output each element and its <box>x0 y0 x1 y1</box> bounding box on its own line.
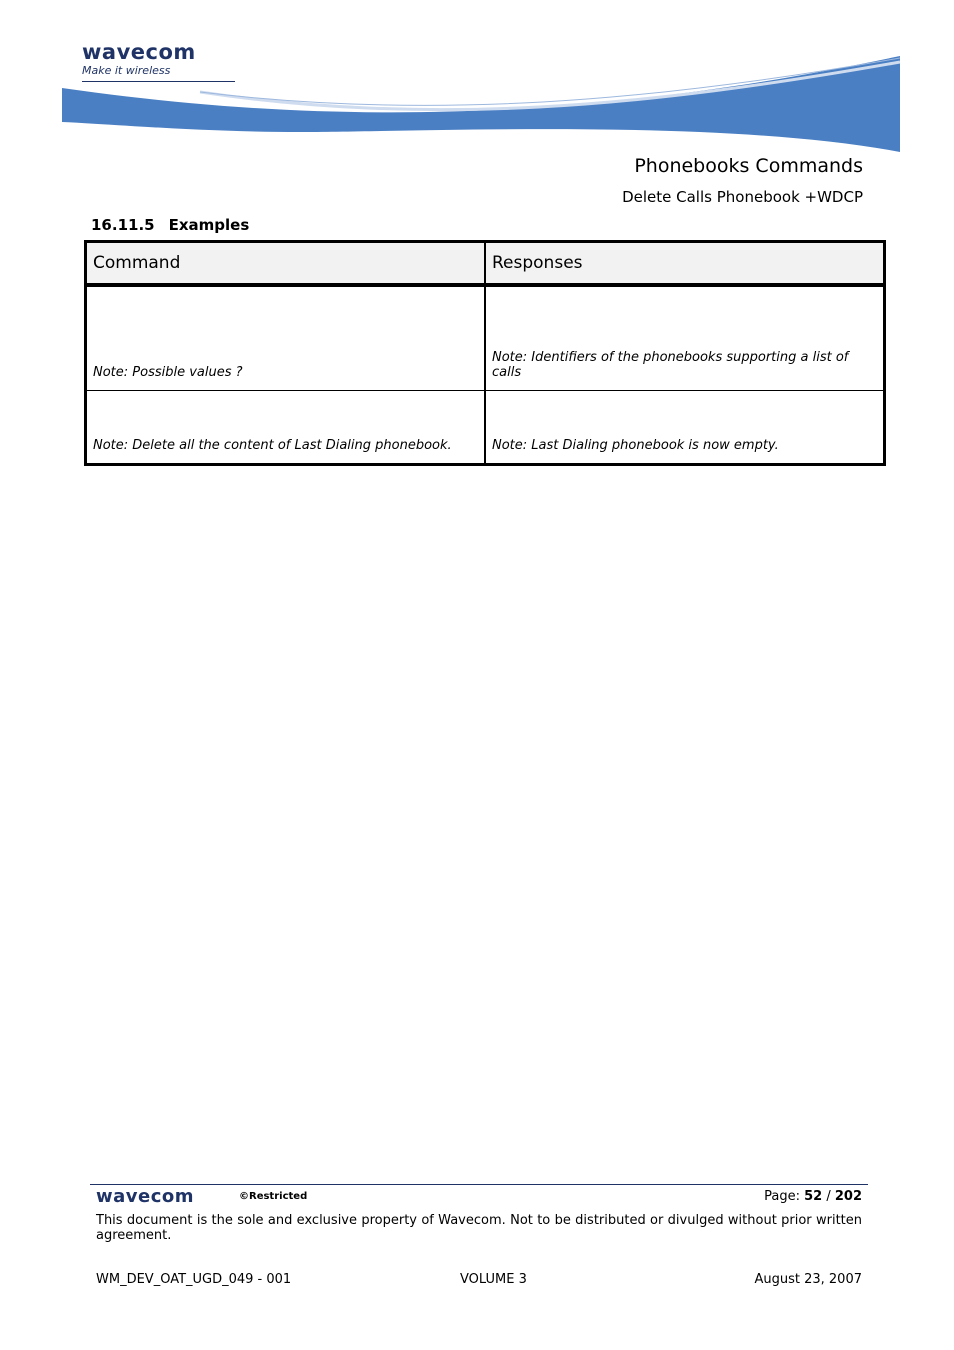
table-cell: Note: Possible values ? <box>86 285 486 391</box>
header-swoosh-graphic <box>0 50 954 160</box>
table-row <box>86 285 885 391</box>
table-row <box>86 391 885 465</box>
footer-divider <box>90 1184 868 1185</box>
document-volume: VOLUME 3 <box>460 1272 527 1287</box>
subsection-number: 16.11.5 <box>91 216 155 234</box>
page-total: 202 <box>834 1189 862 1204</box>
footer-disclaimer: This document is the sole and exclusive property of Wavecom. Not to be distributed or divulged without prior written agreement. <box>96 1213 862 1243</box>
restricted-label: ©Restricted <box>239 1191 308 1202</box>
examples-table <box>84 240 886 466</box>
section-title: Delete Calls Phonebook +WDCP <box>622 188 863 206</box>
column-header-responses: Responses <box>485 242 885 286</box>
page-number <box>764 1189 862 1204</box>
subsection-heading <box>91 216 249 234</box>
table-cell: Note: Delete all the content of Last Dialing phonebook. <box>86 391 486 465</box>
page-label: Page: <box>764 1189 800 1204</box>
subsection-title: Examples <box>168 216 250 234</box>
page-current: 52 <box>804 1189 823 1204</box>
page-separator: / <box>826 1189 831 1204</box>
document-date: August 23, 2007 <box>754 1272 862 1287</box>
logo-wordmark: wavecom <box>82 40 196 64</box>
table-cell: Note: Last Dialing phonebook is now empty. <box>492 438 779 453</box>
footer-logo-wordmark: wavecom <box>96 1186 195 1207</box>
column-header-command: Command <box>86 242 486 286</box>
chapter-title: Phonebooks Commands <box>634 155 863 177</box>
table-header-row <box>86 242 885 286</box>
footer-wavecom-logo <box>96 1186 194 1207</box>
document-reference: WM_DEV_OAT_UGD_049 - 001 <box>96 1272 292 1287</box>
table-cell: Note: Identifiers of the phonebooks supporting a list of calls <box>485 285 885 391</box>
logo-tagline: Make it wireless <box>82 64 171 77</box>
